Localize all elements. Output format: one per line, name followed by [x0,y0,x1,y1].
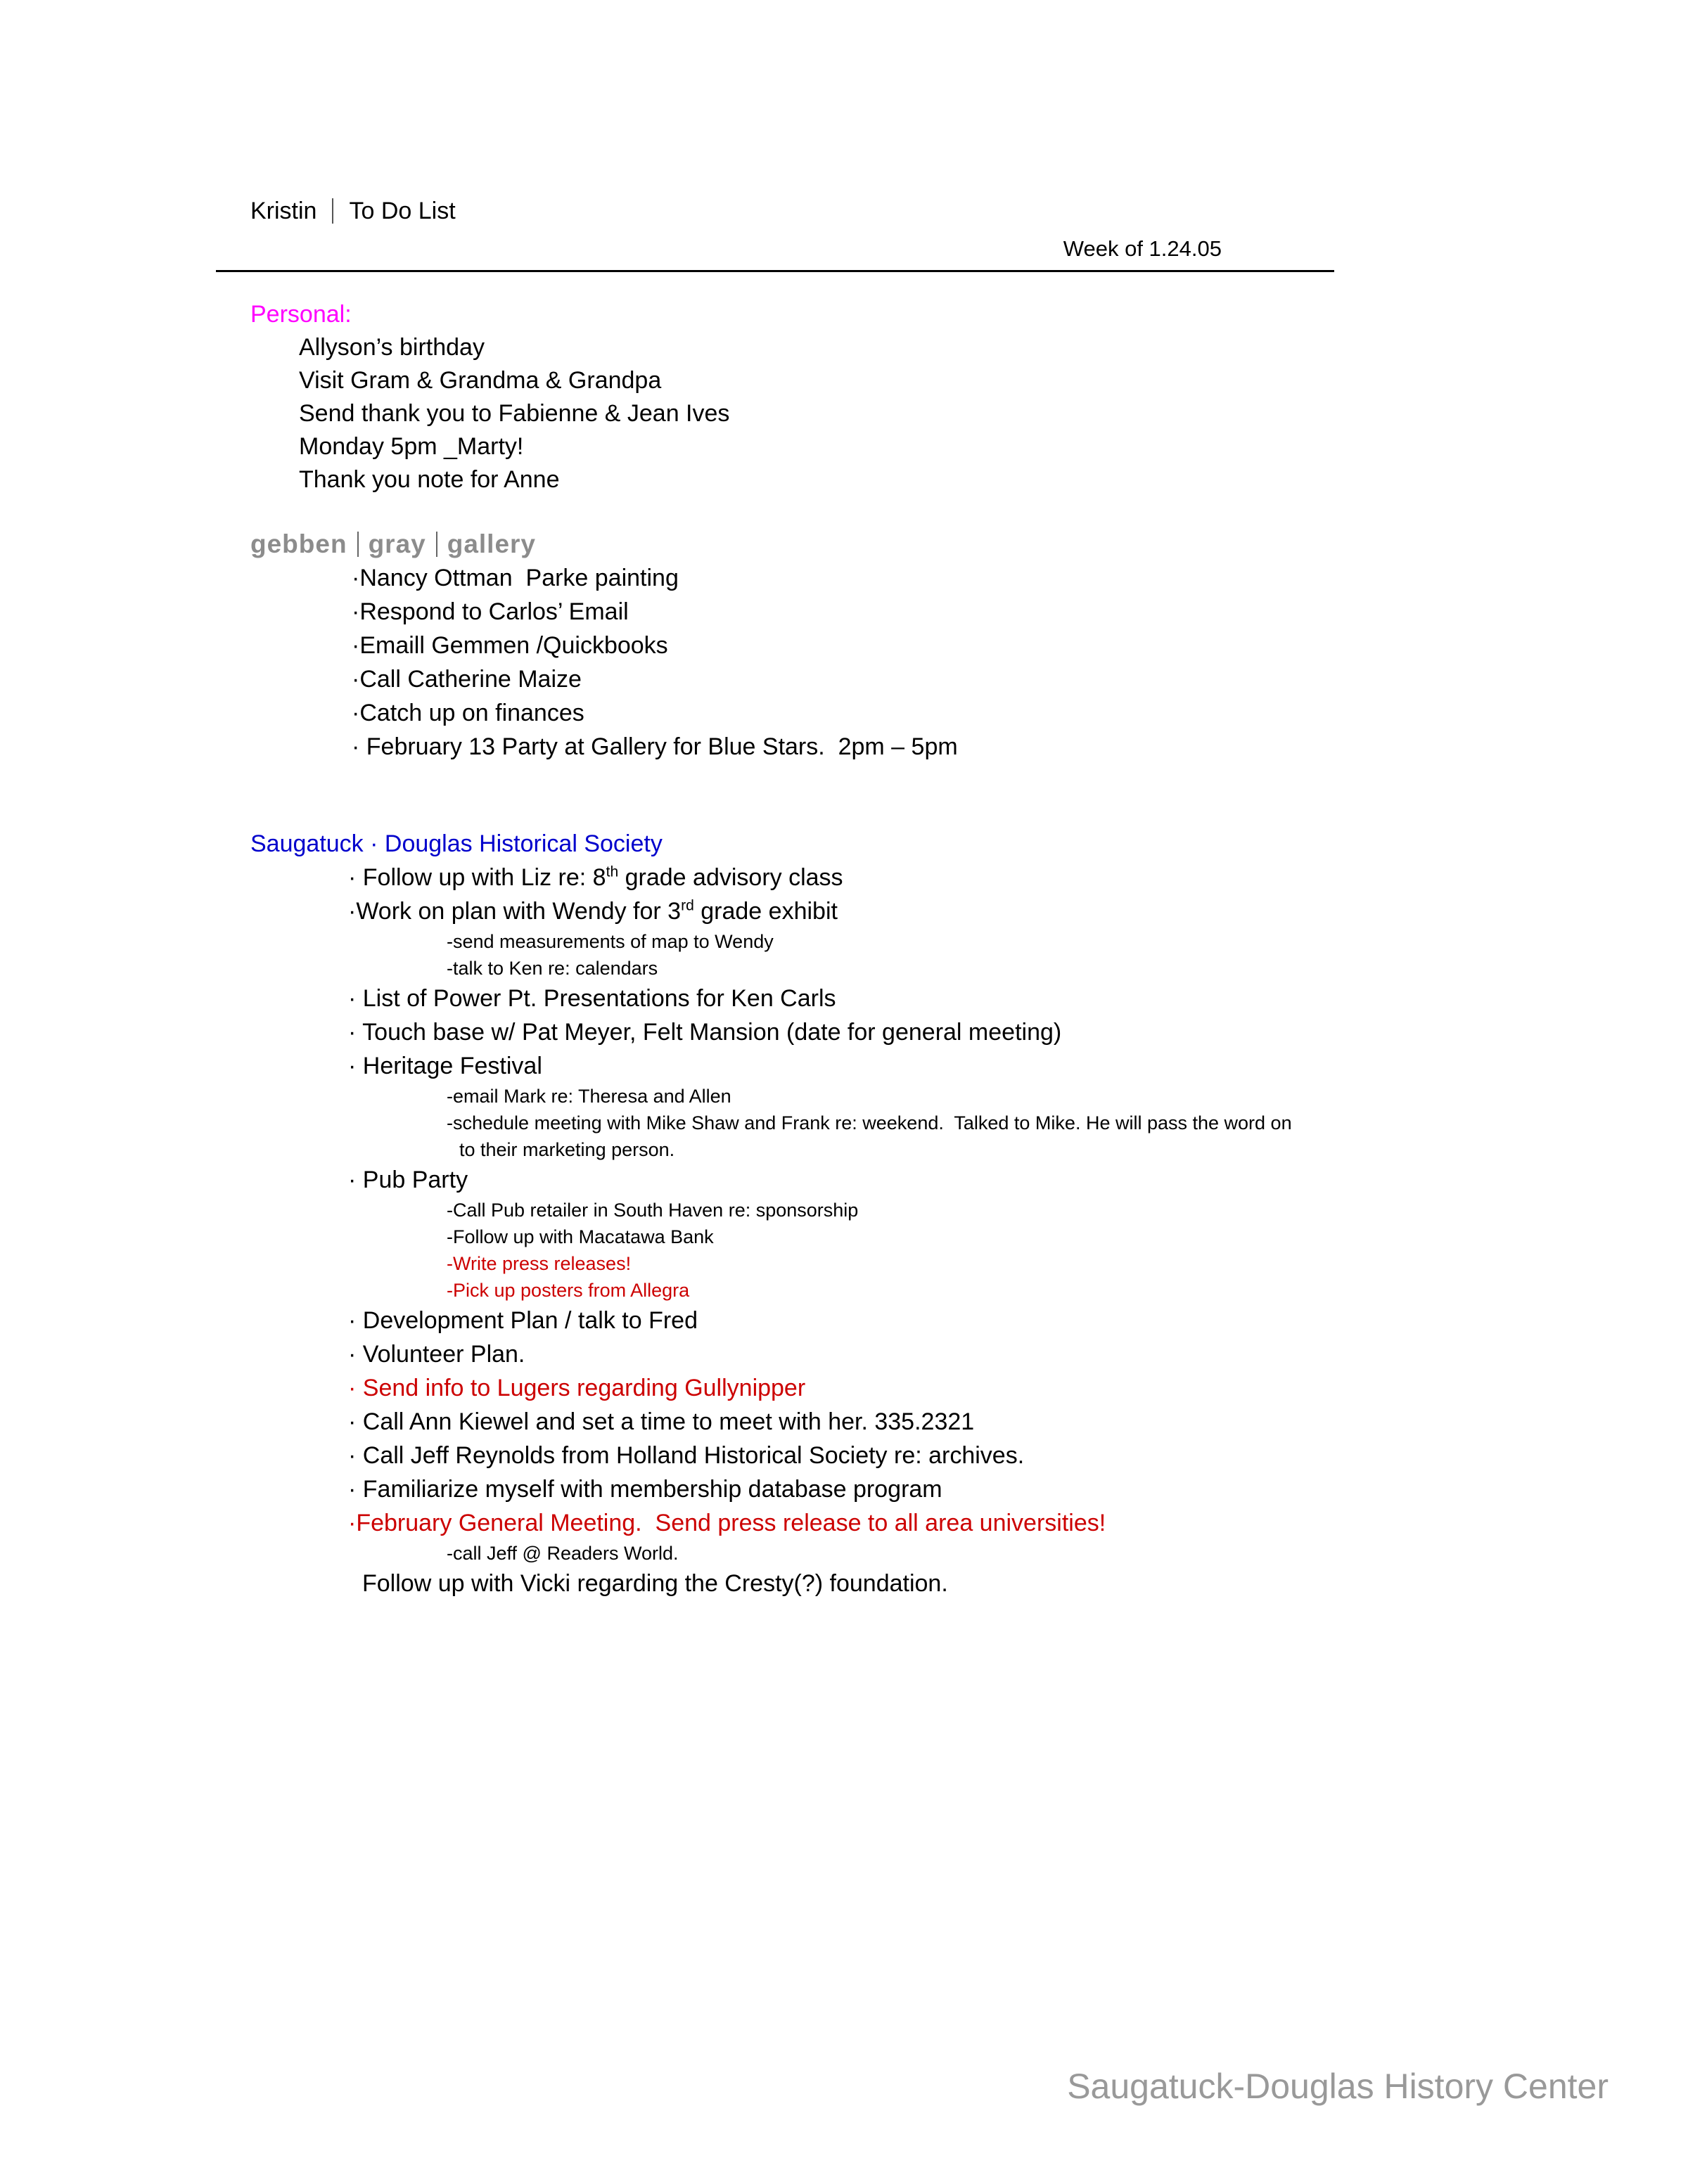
todo-item: · Volunteer Plan. [348,1341,525,1368]
ordinal-superscript: th [606,863,619,880]
todo-item-urgent: ·February General Meeting. Send press release to all area universities! [348,1510,1106,1536]
todo-item: Visit Gram & Grandma & Grandpa [299,367,662,394]
todo-item: · List of Power Pt. Presentations for Ken Carls [348,985,836,1012]
gallery-heading-part: gallery [447,529,537,558]
todo-item [348,861,1334,894]
todo-item: Allyson’s birthday [299,334,485,361]
todo-item: ·Emaill Gemmen /Quickbooks [352,632,668,659]
todo-subitem-continuation: to their marketing person. [459,1139,675,1160]
item-text: ·Work on plan with Wendy for 3 [348,898,682,925]
section-historical-society [216,827,1334,1600]
ordinal-superscript: rd [681,897,694,914]
author-name: Kristin [250,198,317,224]
todo-item: Monday 5pm _Marty! [299,433,524,460]
section-personal [216,297,1334,496]
title-divider [332,198,333,224]
gallery-heading-part: gray [368,529,426,558]
todo-item: · Heritage Festival [348,1053,542,1079]
todo-subitem: -send measurements of map to Wendy [447,931,774,952]
society-heading: Saugatuck · Douglas Historical Society [250,830,663,857]
section-gebben-gray-gallery [216,527,1334,764]
todo-subitem-urgent: -Pick up posters from Allegra [447,1280,690,1301]
item-text: grade advisory class [618,864,843,891]
todo-item: ·Catch up on finances [352,700,584,726]
todo-item: Follow up with Vicki regarding the Cresty(?) foundation. [362,1570,948,1597]
todo-subitem: -talk to Ken re: calendars [447,958,658,979]
week-label: Week of 1.24.05 [1063,236,1222,261]
todo-item-urgent: · Send info to Lugers regarding Gullynipper [348,1375,806,1401]
todo-item: · February 13 Party at Gallery for Blue Stars. 2pm – 5pm [352,733,958,760]
gallery-heading-divider [436,532,437,557]
todo-item: · Pub Party [348,1167,468,1193]
todo-item: Thank you note for Anne [299,466,560,493]
item-text: grade exhibit [693,898,838,925]
todo-item: · Call Jeff Reynolds from Holland Historical Society re: archives. [348,1442,1025,1469]
todo-item: Send thank you to Fabienne & Jean Ives [299,400,730,427]
gallery-heading-part: gebben [250,529,347,558]
document-content [216,197,1334,1600]
todo-item: · Familiarize myself with membership database program [348,1476,942,1503]
page-title: To Do List [349,198,456,224]
gallery-heading [250,527,1334,561]
todo-item: ·Call Catherine Maize [352,666,582,693]
header-rule [216,270,1334,272]
todo-subitem: -Call Pub retailer in South Haven re: sponsorship [447,1200,859,1221]
document-header [216,197,1334,272]
personal-heading: Personal: [250,301,352,328]
title-row [250,197,1334,225]
gallery-heading-divider [357,532,359,557]
todo-subitem: -schedule meeting with Mike Shaw and Frank re: weekend. Talked to Mike. He will pass the word on [447,1112,1292,1133]
todo-subitem: -Follow up with Macatawa Bank [447,1226,714,1247]
item-text: · Follow up with Liz re: 8 [348,864,606,891]
todo-subitem: -email Mark re: Theresa and Allen [447,1086,731,1107]
todo-item [348,894,1334,928]
todo-subitem-urgent: -Write press releases! [447,1253,632,1274]
todo-item: ·Respond to Carlos’ Email [352,598,629,625]
todo-item: ·Nancy Ottman Parke painting [352,565,679,591]
todo-item: · Touch base w/ Pat Meyer, Felt Mansion (date for general meeting) [348,1019,1062,1046]
todo-item: · Call Ann Kiewel and set a time to meet with her. 335.2321 [348,1408,975,1435]
watermark-footer: Saugatuck-Douglas History Center [1067,2067,1609,2106]
todo-subitem: -call Jeff @ Readers World. [447,1543,679,1564]
todo-item: · Development Plan / talk to Fred [348,1307,698,1334]
